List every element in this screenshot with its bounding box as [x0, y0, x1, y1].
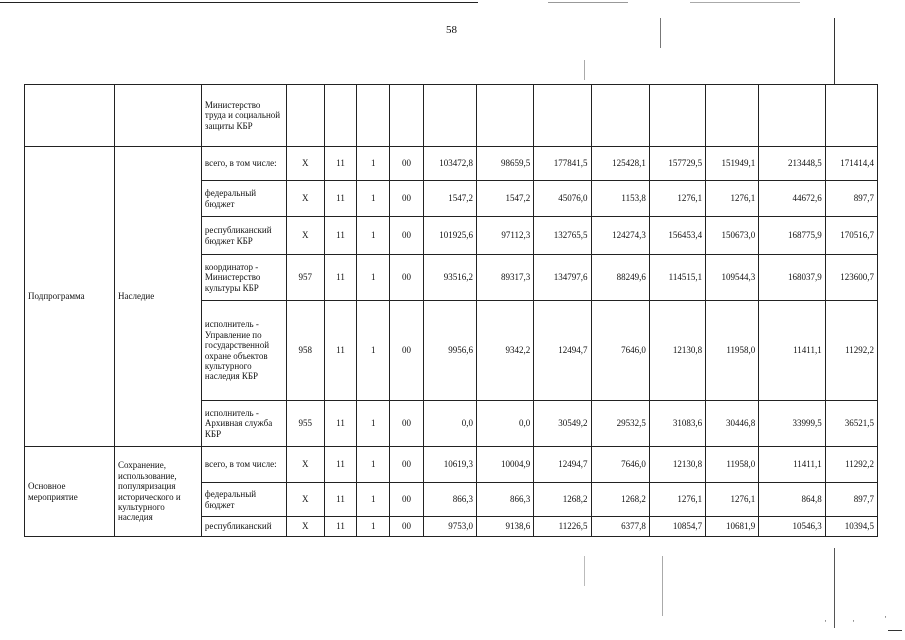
source-cell: республиканский [201, 517, 286, 537]
cell: 11226,5 [534, 517, 591, 537]
cell: 30549,2 [534, 401, 591, 447]
cell: 1 [357, 181, 390, 217]
cell: 1 [357, 517, 390, 537]
top-rule [0, 2, 478, 3]
name-cell [115, 85, 202, 147]
cell: 114515,1 [649, 255, 705, 301]
cell: 00 [390, 217, 424, 255]
table-row [25, 85, 878, 147]
cell: 1 [357, 301, 390, 401]
cell: 12130,8 [649, 301, 705, 401]
cell: 10619,3 [423, 447, 476, 483]
cell: 12130,8 [649, 447, 705, 483]
cell: 171414,4 [825, 147, 877, 181]
cell: 109544,3 [706, 255, 759, 301]
source-cell: республиканский бюджет КБР [201, 217, 286, 255]
scan-mark [834, 18, 835, 84]
scan-dash [888, 630, 902, 631]
cell: 11 [324, 517, 357, 537]
source-cell: исполнитель - Управление по государственной охране объектов культурного наследия КБР [201, 301, 286, 401]
cell: 1276,1 [649, 181, 705, 217]
cell: 12494,7 [534, 447, 591, 483]
cell: 1268,2 [591, 483, 649, 517]
cell: 1276,1 [706, 483, 759, 517]
cell: 132765,5 [534, 217, 591, 255]
scan-dot: · [852, 616, 855, 626]
scan-mark [662, 556, 663, 616]
source-cell: федеральный бюджет [201, 483, 286, 517]
budget-table [24, 84, 878, 537]
cell: 6377,8 [591, 517, 649, 537]
cell [649, 85, 705, 147]
cell: 1 [357, 401, 390, 447]
table-row [25, 447, 878, 483]
cell: 11411,1 [759, 447, 825, 483]
cell: 151949,1 [706, 147, 759, 181]
table-row [25, 147, 878, 181]
cell: 1276,1 [706, 181, 759, 217]
top-rule-dash [548, 2, 628, 3]
cell: 10004,9 [477, 447, 534, 483]
cell: 9956,6 [423, 301, 476, 401]
cell: 98659,5 [477, 147, 534, 181]
cell: 9138,6 [477, 517, 534, 537]
cell: 101925,6 [423, 217, 476, 255]
cell: 00 [390, 255, 424, 301]
cell [286, 85, 324, 147]
cell: X [286, 517, 324, 537]
cell: X [286, 447, 324, 483]
cell: 7646,0 [591, 447, 649, 483]
cell: 00 [390, 517, 424, 537]
cell: 134797,6 [534, 255, 591, 301]
cell: 1 [357, 447, 390, 483]
cell: 45076,0 [534, 181, 591, 217]
scan-mark [834, 548, 835, 628]
cell: 897,7 [825, 181, 877, 217]
cell: 97112,3 [477, 217, 534, 255]
cell: 0,0 [477, 401, 534, 447]
cell: 1276,1 [649, 483, 705, 517]
cell: 103472,8 [423, 147, 476, 181]
cell [324, 85, 357, 147]
cell: 955 [286, 401, 324, 447]
cell: 1 [357, 217, 390, 255]
cell: X [286, 181, 324, 217]
source-cell: всего, в том числе: [201, 447, 286, 483]
status-cell: Основное мероприятие [25, 447, 115, 537]
cell: 957 [286, 255, 324, 301]
cell: 10546,3 [759, 517, 825, 537]
cell: 170516,7 [825, 217, 877, 255]
cell: 213448,5 [759, 147, 825, 181]
scan-mark [584, 556, 585, 586]
cell [825, 85, 877, 147]
cell: 11958,0 [706, 447, 759, 483]
cell: 11 [324, 301, 357, 401]
cell: 156453,4 [649, 217, 705, 255]
cell: 9753,0 [423, 517, 476, 537]
scan-dot: · [824, 616, 827, 626]
cell: 10854,7 [649, 517, 705, 537]
cell: 958 [286, 301, 324, 401]
source-cell: федеральный бюджет [201, 181, 286, 217]
cell: 864,8 [759, 483, 825, 517]
scan-mark [660, 18, 661, 48]
cell: 10681,9 [706, 517, 759, 537]
cell: 36521,5 [825, 401, 877, 447]
cell: 11292,2 [825, 447, 877, 483]
cell: 125428,1 [591, 147, 649, 181]
cell: 10394,5 [825, 517, 877, 537]
cell: 11411,1 [759, 301, 825, 401]
cell: 00 [390, 483, 424, 517]
cell: 30446,8 [706, 401, 759, 447]
cell: 11958,0 [706, 301, 759, 401]
cell [706, 85, 759, 147]
cell: 168037,9 [759, 255, 825, 301]
cell: 33999,5 [759, 401, 825, 447]
cell: 1547,2 [477, 181, 534, 217]
cell: 00 [390, 401, 424, 447]
cell: 7646,0 [591, 301, 649, 401]
cell: 866,3 [477, 483, 534, 517]
source-cell: координатор - Министерство культуры КБР [201, 255, 286, 301]
cell: 00 [390, 301, 424, 401]
cell: 11 [324, 147, 357, 181]
page-number: 58 [446, 24, 457, 36]
cell [534, 85, 591, 147]
cell: 11 [324, 217, 357, 255]
cell: 9342,2 [477, 301, 534, 401]
name-cell: Наследие [115, 147, 202, 447]
cell: 11292,2 [825, 301, 877, 401]
cell: 1153,8 [591, 181, 649, 217]
cell: 31083,6 [649, 401, 705, 447]
cell: 29532,5 [591, 401, 649, 447]
scan-mark [584, 60, 585, 80]
cell: 1547,2 [423, 181, 476, 217]
cell: 89317,3 [477, 255, 534, 301]
status-cell [25, 85, 115, 147]
cell: 157729,5 [649, 147, 705, 181]
status-cell: Подпрограмма [25, 147, 115, 447]
cell: 12494,7 [534, 301, 591, 401]
cell: 93516,2 [423, 255, 476, 301]
source-cell: Министерство труда и социальной защиты КБР [201, 85, 286, 147]
cell: 897,7 [825, 483, 877, 517]
cell: 0,0 [423, 401, 476, 447]
cell: 1 [357, 147, 390, 181]
cell: 1 [357, 255, 390, 301]
cell [477, 85, 534, 147]
cell: 00 [390, 447, 424, 483]
cell: 00 [390, 181, 424, 217]
cell: 1268,2 [534, 483, 591, 517]
top-rule-dash-right [690, 2, 800, 3]
cell: 177841,5 [534, 147, 591, 181]
cell: 1 [357, 483, 390, 517]
cell [357, 85, 390, 147]
cell: 44672,6 [759, 181, 825, 217]
cell: X [286, 217, 324, 255]
cell: 11 [324, 181, 357, 217]
cell: 11 [324, 447, 357, 483]
cell [390, 85, 424, 147]
cell [423, 85, 476, 147]
cell: X [286, 147, 324, 181]
cell: 11 [324, 401, 357, 447]
name-cell: Сохранение, использование, популяризация исторического и культурного наследия [115, 447, 202, 537]
cell: 123600,7 [825, 255, 877, 301]
cell [759, 85, 825, 147]
cell: X [286, 483, 324, 517]
cell: 866,3 [423, 483, 476, 517]
cell: 168775,9 [759, 217, 825, 255]
cell: 11 [324, 483, 357, 517]
scan-dot: · [884, 612, 887, 622]
cell: 124274,3 [591, 217, 649, 255]
cell: 88249,6 [591, 255, 649, 301]
cell: 11 [324, 255, 357, 301]
cell: 00 [390, 147, 424, 181]
cell: 150673,0 [706, 217, 759, 255]
source-cell: всего, в том числе: [201, 147, 286, 181]
cell [591, 85, 649, 147]
source-cell: исполнитель - Архивная служба КБР [201, 401, 286, 447]
